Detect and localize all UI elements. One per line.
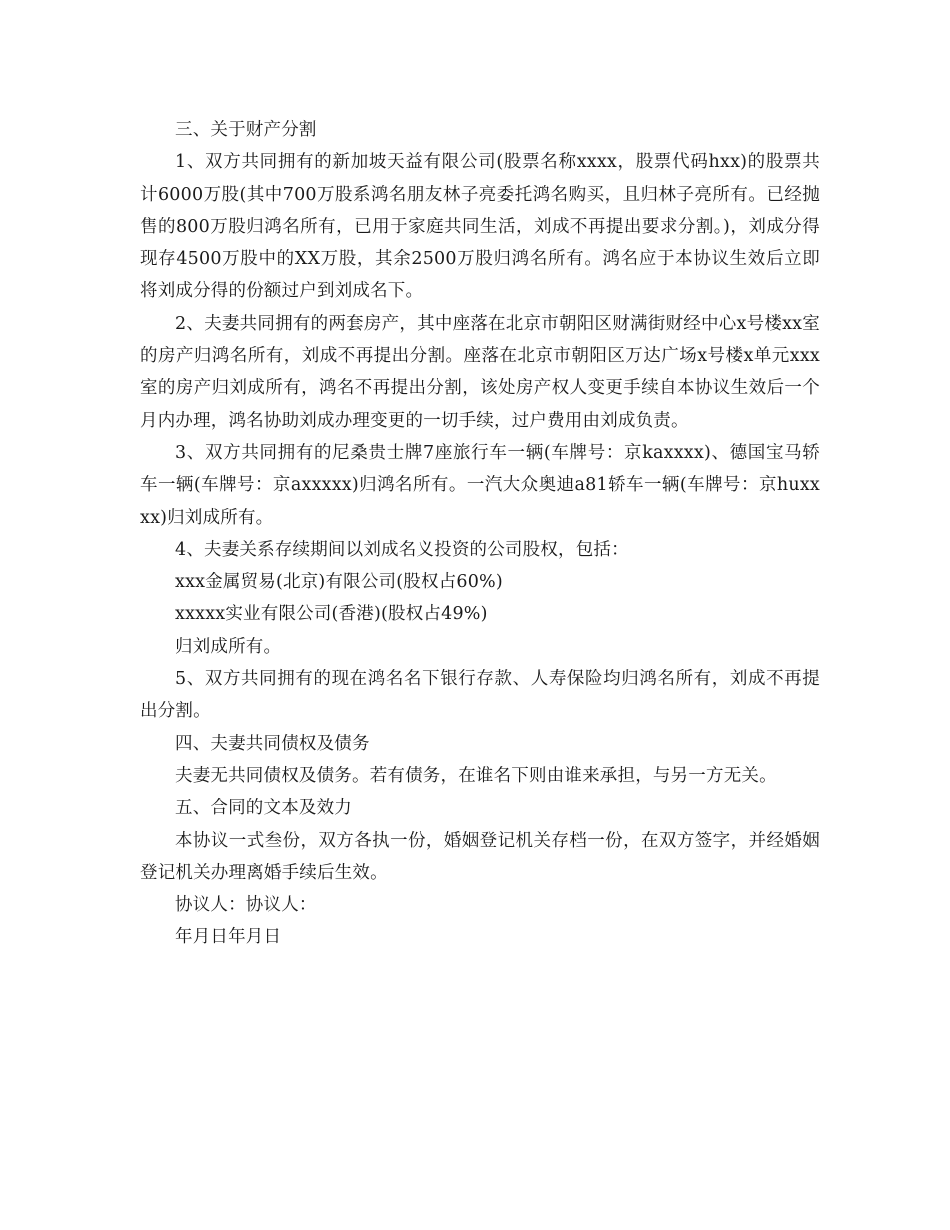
equity-item-1: xxx金属贸易(北京)有限公司(股权占60%) <box>175 572 503 593</box>
signatories-line: 协议人：协议人： <box>175 895 317 916</box>
section-heading-property-division: 三、关于财产分割 <box>175 120 317 140</box>
clause-1-shares: 1、双方共同拥有的新加坡天益有限公司(股票名称xxxx，股票代码hxx)的股票共计6000万股(其中700万股系鸿名朋友林子亮委托鸿名购买，且归林子亮所有。已经抛售的800万股归鸿名所有，已用于家庭共同生活，刘成不再提出要求分割。)，刘成分得现存4500万股中的XX万股，其余2500万股归鸿名所有。鸿名应于本协议生效后立即将刘成分得的份额过户到刘成名下。 <box>140 152 820 302</box>
clause-3-vehicles: 3、双方共同拥有的尼桑贵士牌7座旅行车一辆(车牌号：京kaxxxx)、德国宝马轿车一辆(车牌号：京axxxxx)归鸿名所有。一汽大众奥迪a81轿车一辆(车牌号：京huxxxx)归刘成所有。 <box>140 442 820 528</box>
section-heading-contract: 五、合同的文本及效力 <box>175 798 352 819</box>
contract-text: 本协议一式叁份，双方各执一份，婚姻登记机关存档一份，在双方签字，并经婚姻登记机关办理离婚手续后生效。 <box>140 830 820 883</box>
debts-text: 夫妻无共同债权及债务。若有债务，在谁名下则由谁来承担，与另一方无关。 <box>175 765 777 786</box>
clause-5-deposits: 5、双方共同拥有的现在鸿名名下银行存款、人寿保险均归鸿名所有，刘成不再提出分割。 <box>140 669 820 722</box>
date-line: 年月日年月日 <box>175 927 282 948</box>
equity-ownership: 归刘成所有。 <box>175 636 282 657</box>
equity-item-2: xxxxx实业有限公司(香港)(股权占49%) <box>175 604 488 625</box>
clause-2-real-estate: 2、夫妻共同拥有的两套房产，其中座落在北京市朝阳区财满街财经中心x号楼xx室的房产归鸿名所有，刘成不再提出分割。座落在北京市朝阳区万达广场x号楼x单元xxx室的房产归刘成所有，鸿名不再提出分割，该处房产权人变更手续自本协议生效后一个月内办理，鸿名协助刘成办理变更的一切手续，过户费用由刘成负责。 <box>140 313 820 431</box>
clause-4-equity-intro: 4、夫妻关系存续期间以刘成名义投资的公司股权，包括： <box>175 539 629 560</box>
section-heading-debts: 四、夫妻共同债权及债务 <box>175 733 370 754</box>
document-body <box>140 114 820 954</box>
